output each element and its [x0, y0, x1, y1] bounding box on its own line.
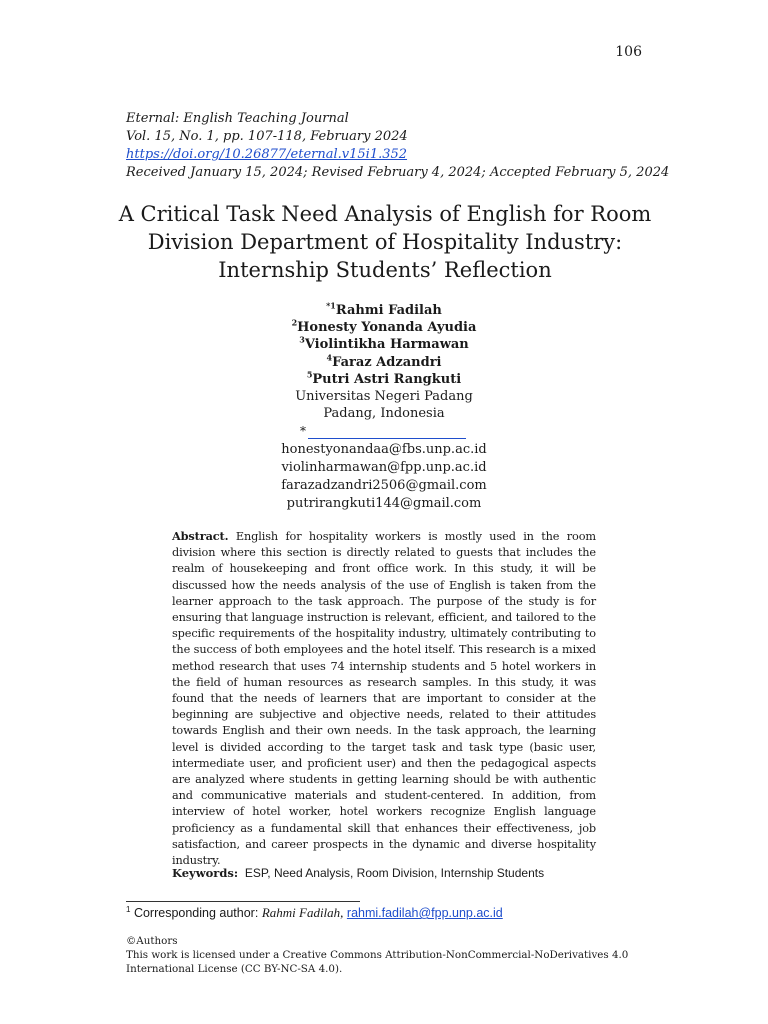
footnote-author: Rahmi Fadilah,	[261, 905, 344, 921]
title-line: Internship Students’ Reflection	[218, 258, 552, 282]
link-underline	[308, 438, 466, 439]
author-4	[184, 354, 584, 371]
paper-title	[100, 200, 670, 284]
email[interactable]: violinharmawan@fpp.unp.ac.id	[281, 460, 487, 475]
star-mark: *	[300, 424, 306, 438]
keywords-label: Keywords:	[172, 866, 239, 880]
author-name: Putri Astri Rangkuti	[312, 371, 462, 387]
journal-volume: Vol. 15, No. 1, pp. 107-118, February 2024	[126, 129, 408, 144]
email-list	[184, 441, 584, 513]
author-mark: 4	[326, 352, 333, 363]
author-mark: *1	[326, 300, 336, 311]
corresponding-email-placeholder	[300, 424, 470, 440]
affiliation-university: Universitas Negeri Padang	[295, 389, 473, 405]
title-line: Division Department of Hospitality Industry:	[147, 230, 623, 254]
copyright: ©Authors	[126, 935, 178, 947]
license	[126, 934, 646, 976]
abstract-label: Abstract.	[172, 529, 229, 543]
author-name: Honesty Yonanda Ayudia	[297, 320, 477, 336]
license-line: This work is licensed under a Creative Commons Attribution-NonCommercial-NoDerivatives 4.0	[126, 949, 629, 961]
title-line: A Critical Task Need Analysis of English for Room	[118, 202, 652, 226]
abstract	[172, 528, 596, 869]
footnote-divider	[126, 901, 360, 902]
author-3	[184, 336, 584, 353]
keywords-text: ESP, Need Analysis, Room Division, Internship Students	[244, 866, 545, 880]
email[interactable]: putrirangkuti144@gmail.com	[286, 496, 482, 511]
author-name: Faraz Adzandri	[332, 354, 442, 370]
page-number: 106	[615, 44, 642, 60]
author-mark: 2	[291, 317, 298, 328]
email[interactable]: farazadzandri2506@gmail.com	[281, 478, 487, 493]
author-name: Violintikha Harmawan	[304, 337, 469, 353]
journal-dates: Received January 15, 2024; Revised February 4, 2024; Accepted February 5, 2024	[126, 165, 670, 180]
author-mark: 5	[306, 369, 313, 380]
author-name: Rahmi Fadilah	[335, 303, 442, 318]
footnote-mark: 1	[126, 905, 131, 914]
journal-info	[126, 110, 669, 182]
abstract-text: English for hospitality workers is mostly used in the room division where this section is directly related to guests that includes the realm of housekeeping and front office work. In this study, it will be discussed how the needs analysis of the use of English is taken from the learner approach to the task approach. The purpose of the study is for ensuring that language instruction is relevant, efficient, and tailored to the specific requirements of the hospitality industry, ultimately contributing to the success of both employees and the hotel itself. This research is a mixed method research that uses 74 internship students and 5 hotel workers in the field of human resources as research samples. In this study, it was found that the needs of learners that are important to consider at the beginning are subjective and objective needs, related to their attitudes towards English and their own needs. In the task approach, the learning level is divided according to the target task and task type (basic user, intermediate user, and proficient user) and then the pedagogical aspects are analyzed where students in getting learning should be with authentic and communicative materials and student-centered. In addition, from interview of hotel worker, hotel workers recognize English language proficiency as a fundamental skill that enhances their effectiveness, job satisfaction, and career prospects in the dynamic and diverse hospitality industry.	[172, 530, 596, 868]
author-2	[184, 319, 584, 336]
author-5	[184, 371, 584, 388]
author-mark: 3	[299, 335, 305, 346]
license-line: International License (CC BY-NC-SA 4.0).	[126, 963, 343, 975]
footnote-label: Corresponding author:	[133, 906, 259, 921]
email[interactable]: honestyonandaa@fbs.unp.ac.id	[281, 442, 487, 457]
corresponding-email-link[interactable]: rahmi.fadilah@fpp.unp.ac.id	[346, 906, 503, 921]
author-1	[184, 302, 584, 319]
keywords	[172, 866, 602, 880]
footnote	[126, 905, 686, 921]
journal-name: Eternal: English Teaching Journal	[126, 111, 349, 126]
affiliation-location: Padang, Indonesia	[323, 406, 445, 422]
doi-link[interactable]: https://doi.org/10.26877/eternal.v15i1.352	[126, 147, 408, 162]
author-list	[184, 302, 584, 422]
